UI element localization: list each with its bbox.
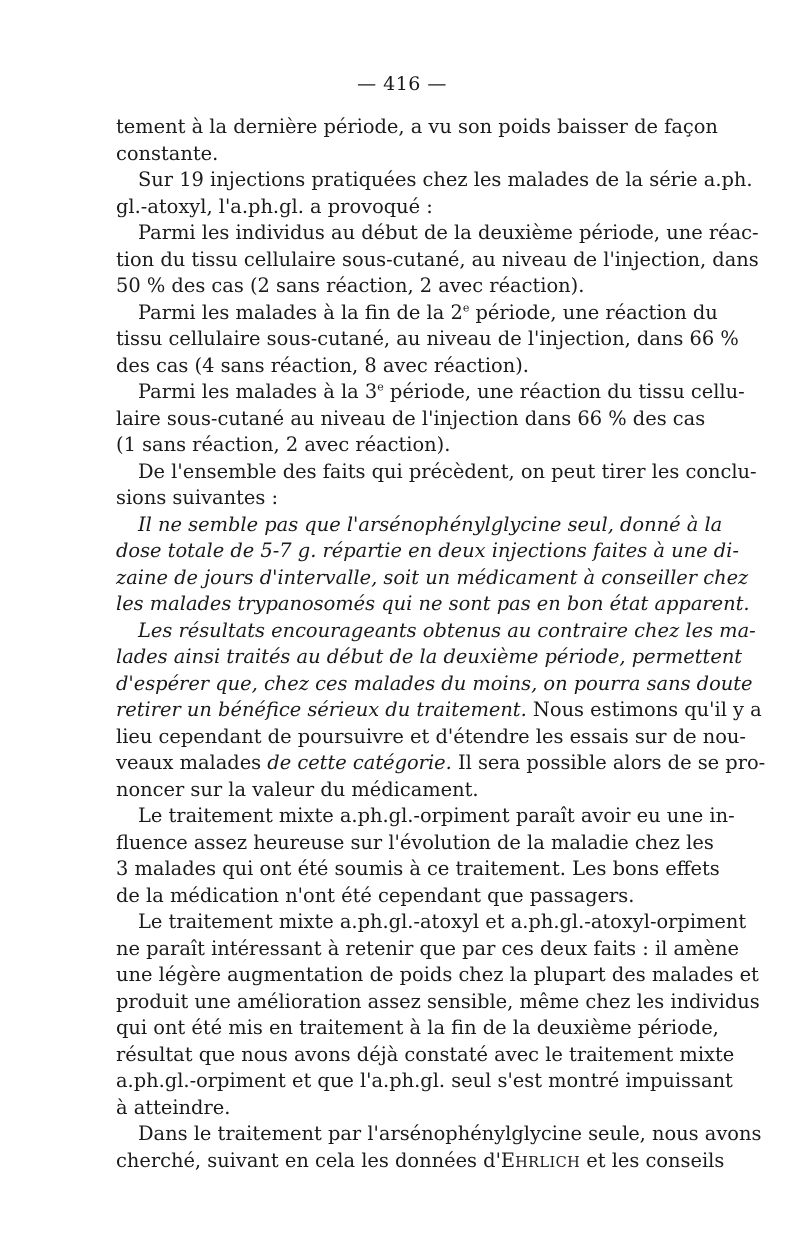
text-line xyxy=(116,644,743,671)
text-line xyxy=(116,538,739,565)
text-line xyxy=(116,565,749,592)
text-line xyxy=(116,1148,725,1177)
text-segment: Le traitement mixte a.ph.gl.-orpiment paraît avoir eu une in- xyxy=(138,804,735,827)
text-line xyxy=(116,485,688,512)
italic-text: d'espérer que, chez ces malades du moins, on pourra sans doute xyxy=(116,671,753,695)
italic-text: Il ne semble pas que l'arsénophénylglycine seul, donné à la xyxy=(138,512,723,536)
text-line xyxy=(116,273,688,300)
text-segment: veaux malades xyxy=(116,751,268,774)
text-line xyxy=(116,141,688,168)
text-segment: gl.-atoxyl, l'a.ph.gl. a provoqué : xyxy=(116,194,433,218)
italic-text: zaine de jours d'intervalle, soit un médicament à conseiller chez xyxy=(116,565,749,589)
text-line xyxy=(116,989,760,1016)
text-line xyxy=(116,909,747,936)
text-line xyxy=(116,114,718,141)
text-line xyxy=(116,406,706,433)
text-line xyxy=(116,1068,733,1095)
text-segment: qui ont été mis en traitement à la fin de la deuxième période, xyxy=(116,1016,719,1039)
text-segment: tissu cellulaire sous-cutané, au niveau de l'injection, dans 66 % xyxy=(116,327,739,350)
text-segment: constante. xyxy=(116,141,219,165)
text-segment: et les conseils xyxy=(580,1148,725,1172)
text-segment: Parmi les malades à la fin de la 2 xyxy=(138,300,463,324)
text-line xyxy=(116,856,720,883)
text-segment: des cas (4 sans réaction, 8 avec réaction). xyxy=(116,353,529,377)
text-line xyxy=(116,1121,762,1148)
text-segment: 3 malades qui ont été soumis à ce traitement. Les bons effets xyxy=(116,857,720,880)
text-segment: fluence assez heureuse sur l'évolution de la maladie chez les xyxy=(116,830,714,854)
text-segment: produit une amélioration assez sensible, même chez les individus xyxy=(116,989,760,1013)
text-segment: noncer sur la valeur du médicament. xyxy=(116,777,479,801)
text-segment: cherché, suivant en cela les données d'E xyxy=(116,1148,516,1172)
text-segment: lieu cependant de poursuivre et d'étendre les essais sur de nou- xyxy=(116,724,746,748)
text-segment: laire sous-cutané au niveau de l'injection dans 66 % des cas xyxy=(116,406,706,430)
text-line xyxy=(116,697,762,724)
text-segment: une légère augmentation de poids chez la plupart des malades et xyxy=(116,963,759,986)
text-line xyxy=(116,512,723,539)
text-line xyxy=(116,618,756,645)
text-segment: Parmi les malades à la 3 xyxy=(138,380,378,403)
text-segment: Sur 19 injections pratiquées chez les malades de la série a.ph. xyxy=(138,168,753,191)
italic-text: lades ainsi traités au début de la deuxième période, permettent xyxy=(116,645,743,668)
text-line xyxy=(116,459,757,486)
body-text xyxy=(116,114,766,1176)
text-segment: a.ph.gl.-orpiment et que l'a.ph.gl. seul s'est montré impuissant xyxy=(116,1069,733,1092)
italic-text: dose totale de 5-7 g. répartie en deux injections faites à une di- xyxy=(116,539,739,562)
text-segment: Il sera possible alors de se pro- xyxy=(451,751,766,774)
text-line xyxy=(116,883,688,910)
text-line xyxy=(116,220,759,247)
text-line xyxy=(116,830,714,857)
text-segment: ne paraît intéressant à retenir que par ces deux faits : il amène xyxy=(116,936,739,960)
text-line xyxy=(116,936,739,963)
text-line xyxy=(116,1042,735,1069)
text-line xyxy=(116,962,759,989)
text-segment: à atteindre. xyxy=(116,1095,231,1119)
text-line xyxy=(116,803,735,830)
text-line xyxy=(116,167,753,194)
small-caps-name: HRLICH xyxy=(515,1154,581,1171)
text-segment: de la médication n'ont été cependant que passagers. xyxy=(116,883,635,907)
superscript: e xyxy=(462,301,470,315)
text-segment: période, une réaction du tissu cellu- xyxy=(383,380,745,403)
italic-text: les malades trypanosomés qui ne sont pas en bon état apparent. xyxy=(116,592,750,615)
text-segment: 50 % des cas (2 sans réaction, 2 avec réaction). xyxy=(116,274,585,297)
text-line xyxy=(116,750,766,777)
text-segment: sions suivantes : xyxy=(116,486,278,509)
text-line xyxy=(116,724,746,751)
text-line xyxy=(116,777,688,804)
text-segment: Parmi les individus au début de la deuxième période, une réac- xyxy=(138,221,759,244)
text-line xyxy=(116,379,745,406)
italic-text: retirer un bénéfice sérieux du traitement. xyxy=(116,698,527,721)
text-line xyxy=(116,194,688,221)
text-segment: Nous estimons qu'il y a xyxy=(526,698,762,721)
text-segment: période, une réaction du xyxy=(469,300,718,324)
text-line xyxy=(116,353,688,380)
superscript: e xyxy=(377,380,384,394)
text-line xyxy=(116,671,753,698)
italic-text: Les résultats encourageants obtenus au contraire chez les ma- xyxy=(138,618,756,642)
text-segment: tement à la dernière période, a vu son poids baisser de façon xyxy=(116,115,718,138)
text-line xyxy=(116,300,718,327)
text-line xyxy=(116,591,750,618)
text-segment: résultat que nous avons déjà constaté avec le traitement mixte xyxy=(116,1042,735,1066)
text-segment: tion du tissu cellulaire sous-cutané, au niveau de l'injection, dans xyxy=(116,247,759,271)
text-line xyxy=(116,432,688,459)
text-line xyxy=(116,1095,688,1122)
document-page xyxy=(116,72,766,1176)
text-segment: De l'ensemble des faits qui précèdent, on peut tirer les conclu- xyxy=(138,459,757,483)
text-segment: Dans le traitement par l'arsénophénylglycine seule, nous avons xyxy=(138,1122,762,1145)
text-line xyxy=(116,247,759,274)
text-line xyxy=(116,1015,719,1042)
page-number: — 416 — xyxy=(357,73,447,95)
text-line xyxy=(116,326,739,353)
text-segment: Le traitement mixte a.ph.gl.-atoxyl et a.ph.gl.-atoxyl-orpiment xyxy=(138,910,747,933)
text-segment: (1 sans réaction, 2 avec réaction). xyxy=(116,433,451,456)
italic-text: de cette catégorie. xyxy=(267,751,452,774)
